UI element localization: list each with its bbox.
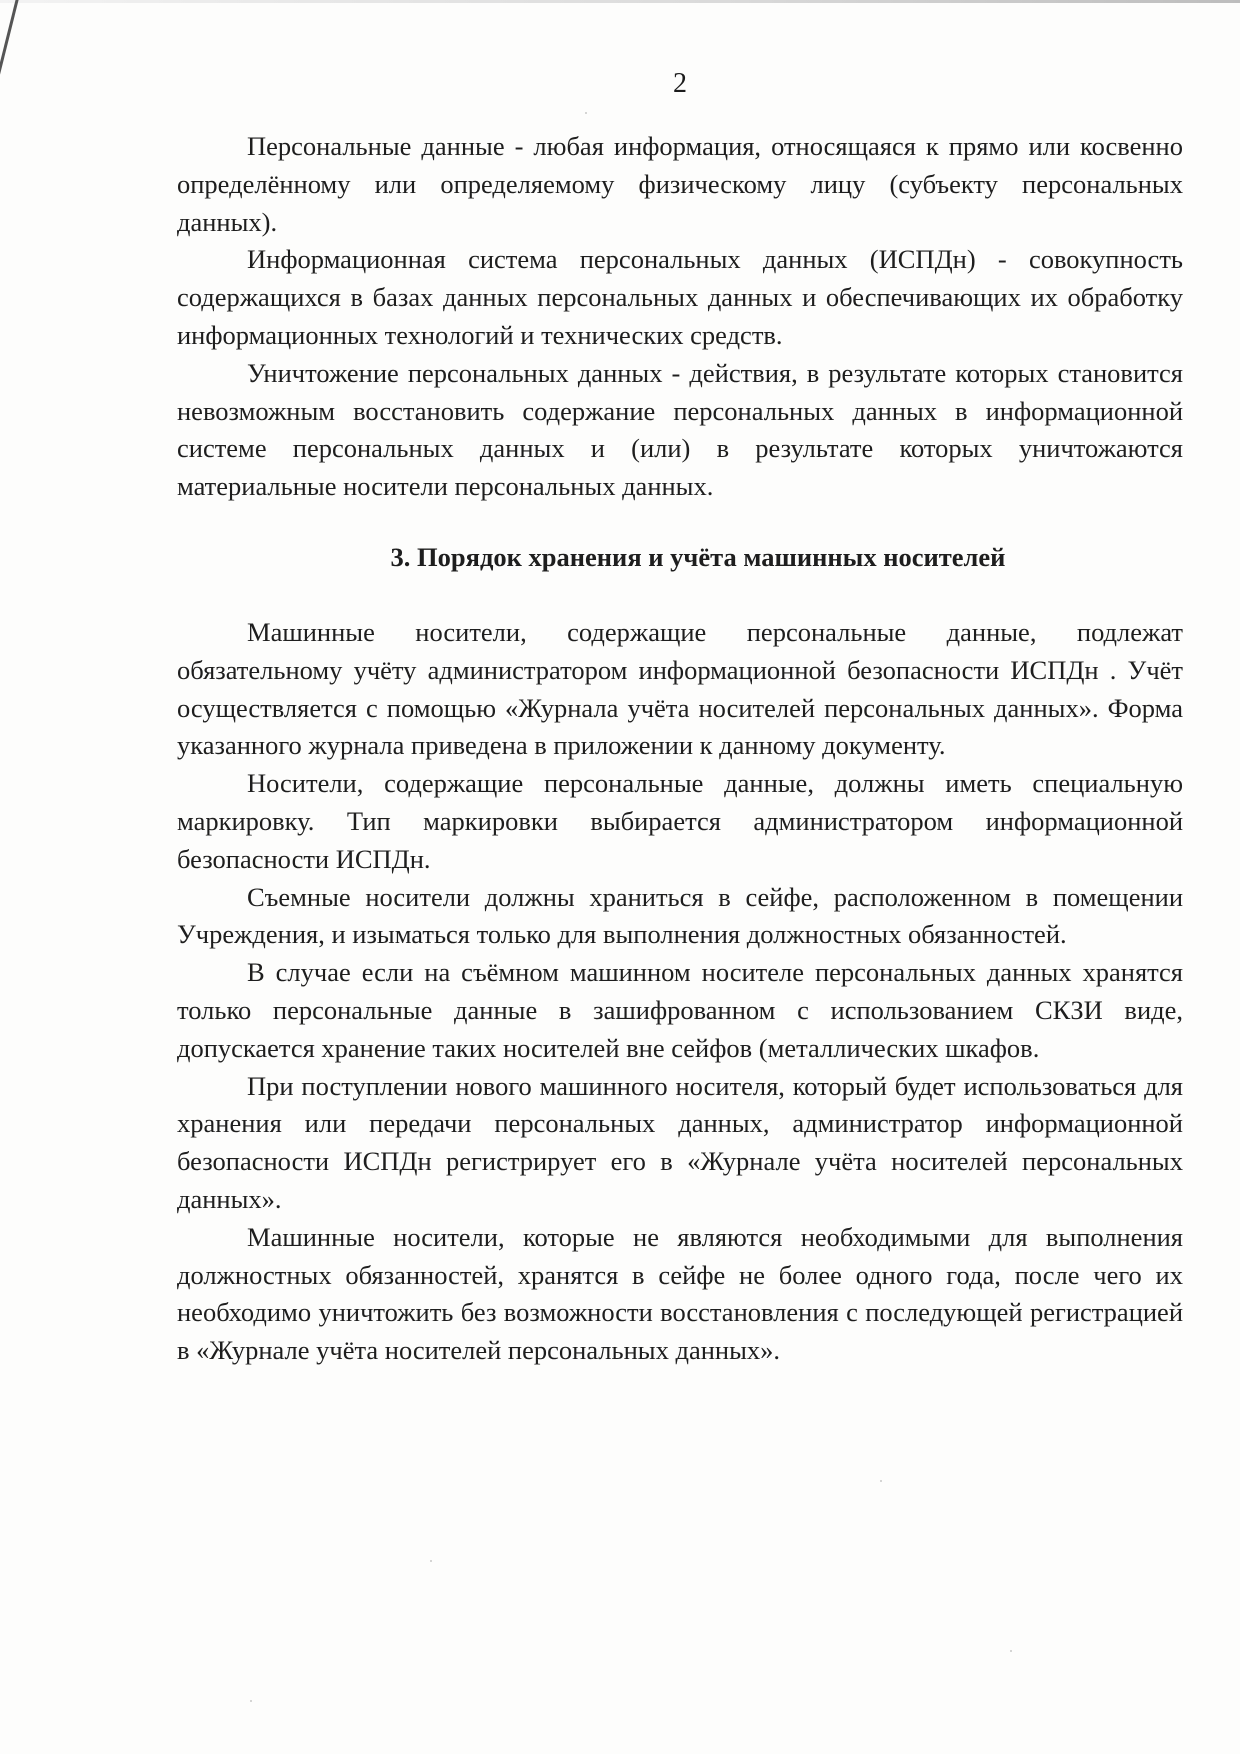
body-paragraph: Машинные носители, содержащие персональные данные, подлежат обязательному учёту администратором информационной безопасности ИСПДн . Учёт осуществляется с помощью «Журнала учёта носителей персональных данных». Форма указанного журнала приведена в приложении к данному документу. xyxy=(177,616,1183,761)
definition-paragraph: Информационная система персональных данных (ИСПДн) - совокупность содержащихся в базах данных персональных данных и обеспечивающих их обработку информационных технологий и технических средств. xyxy=(177,244,1183,350)
definition-paragraph: Персональные данные - любая информация, относящаяся к прямо или косвенно определённому или определяемому физическому лицу (субъекту персональных данных). xyxy=(177,131,1183,237)
body-paragraph: Съемные носители должны храниться в сейфе, расположенном в помещении Учреждения, и изыматься только для выполнения должностных обязанностей. xyxy=(177,881,1183,950)
scan-edge xyxy=(0,0,1240,3)
scan-speck xyxy=(1010,1650,1012,1652)
scan-speck xyxy=(585,112,587,114)
document-body xyxy=(177,128,1183,1370)
body-paragraph: При поступлении нового машинного носителя, который будет использоваться для хранения или передачи персональных данных, администратор информационной безопасности ИСПДн регистрирует его в «Журнале учёта носителей персональных данных». xyxy=(177,1070,1183,1214)
scan-speck xyxy=(250,1700,252,1702)
scan-edge-mark xyxy=(0,0,40,130)
scan-speck xyxy=(430,1560,432,1562)
page-number: 2 xyxy=(673,68,687,99)
body-paragraph: В случае если на съёмном машинном носителе персональных данных хранятся только персональные данные в зашифрованном с использованием СКЗИ виде, допускается хранение таких носителей вне сейфов (металлических шкафов. xyxy=(177,957,1183,1063)
body-paragraph: Машинные носители, которые не являются необходимыми для выполнения должностных обязанностей, хранятся в сейфе не более одного года, после чего их необходимо уничтожить без возможности восстановления с последующей регистрацией в «Журнале учёта носителей персональных данных». xyxy=(177,1221,1183,1366)
section-heading: 3. Порядок хранения и учёта машинных носителей xyxy=(390,541,1006,572)
definition-paragraph: Уничтожение персональных данных - действия, в результате которых становится невозможным восстановить содержание персональных данных в информационной системе персональных данных и (или) в результате которых уничтожаются материальные носители персональных данных. xyxy=(177,357,1183,502)
body-paragraph: Носители, содержащие персональные данные, должны иметь специальную маркировку. Тип маркировки выбирается администратором информационной безопасности ИСПДн. xyxy=(177,768,1183,874)
scan-speck xyxy=(880,1480,882,1482)
